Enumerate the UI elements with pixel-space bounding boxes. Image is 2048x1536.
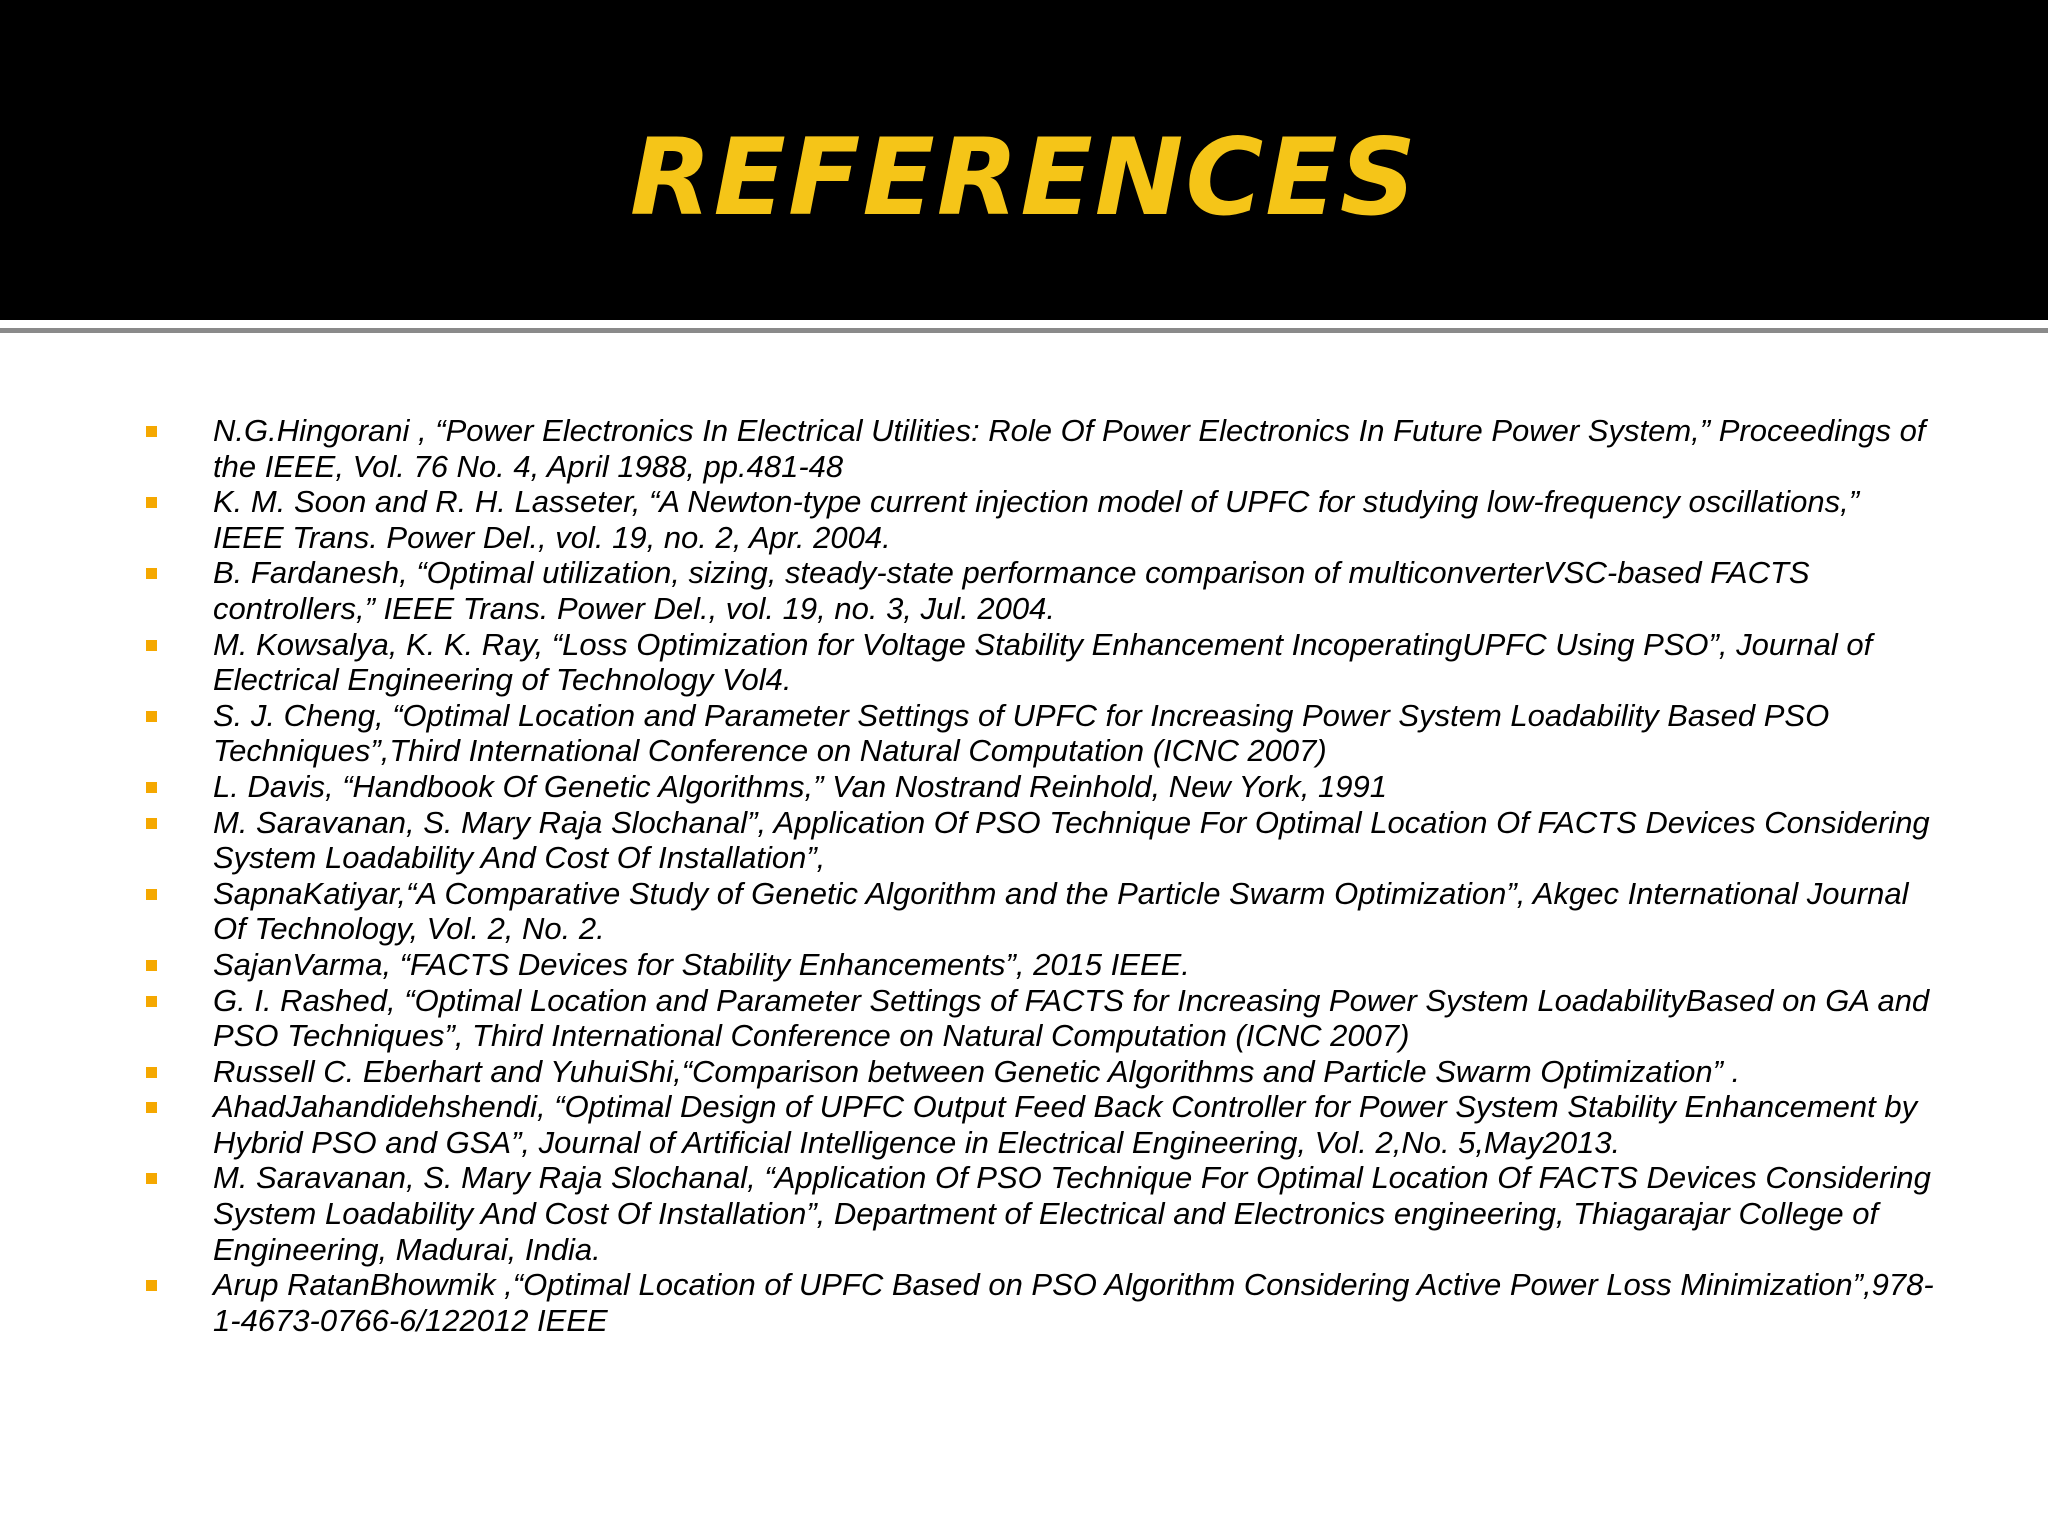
square-bullet-icon bbox=[146, 640, 157, 651]
reference-item bbox=[138, 1089, 1938, 1160]
square-bullet-icon bbox=[146, 568, 157, 579]
title-banner bbox=[0, 0, 2048, 320]
square-bullet-icon bbox=[146, 711, 157, 722]
reference-text: L. Davis, “Handbook Of Genetic Algorithms,” Van Nostrand Reinhold, New York, 1991 bbox=[213, 768, 1387, 804]
reference-item bbox=[138, 983, 1938, 1054]
square-bullet-icon bbox=[146, 782, 157, 793]
reference-text: K. M. Soon and R. H. Lasseter, “A Newton-type current injection model of UPFC for studying low-frequency oscillations,” IEEE Trans. Power Del., vol. 19, no. 2, Apr. 2004. bbox=[213, 484, 1860, 555]
reference-item bbox=[138, 627, 1938, 698]
reference-item bbox=[138, 413, 1938, 484]
square-bullet-icon bbox=[146, 818, 157, 829]
reference-item bbox=[138, 1267, 1938, 1338]
square-bullet-icon bbox=[146, 1280, 157, 1291]
reference-text: M. Saravanan, S. Mary Raja Slochanal, “Application Of PSO Technique For Optimal Location Of FACTS Devices Considering System Loadability And Cost Of Installation”, Department of Electrical and Electronics engineering, Thiagarajar College of Engineering, Madurai, India. bbox=[213, 1160, 1931, 1267]
reference-text: N.G.Hingorani , “Power Electronics In Electrical Utilities: Role Of Power Electronics In Future Power System,” Proceedings of the IEEE, Vol. 76 No. 4, April 1988, pp.481-48 bbox=[213, 413, 1926, 484]
reference-item bbox=[138, 698, 1938, 769]
reference-text: S. J. Cheng, “Optimal Location and Parameter Settings of UPFC for Increasing Power System Loadability Based PSO Techniques”,Third International Conference on Natural Computation (ICNC 2007) bbox=[213, 697, 1830, 769]
divider-shadow bbox=[0, 328, 2048, 333]
reference-text: M. Saravanan, S. Mary Raja Slochanal”, Application Of PSO Technique For Optimal Location Of FACTS Devices Considering System Loadability And Cost Of Installation”, bbox=[213, 804, 1930, 876]
reference-item bbox=[138, 484, 1938, 555]
square-bullet-icon bbox=[146, 1173, 157, 1184]
reference-item bbox=[138, 1160, 1938, 1267]
reference-text: AhadJahandidehshendi, “Optimal Design of UPFC Output Feed Back Controller for Power System Stability Enhancement by Hybrid PSO and GSA”, Journal of Artificial Intelligence in Electrical Engineering, Vol. 2,No. 5,May2013. bbox=[213, 1089, 1918, 1160]
square-bullet-icon bbox=[146, 889, 157, 900]
reference-text: G. I. Rashed, “Optimal Location and Parameter Settings of FACTS for Increasing Power System LoadabilityBased on GA and PSO Techniques”, Third International Conference on Natural Computation (ICNC 2007) bbox=[213, 982, 1930, 1054]
reference-item bbox=[138, 1054, 1938, 1090]
square-bullet-icon bbox=[146, 497, 157, 508]
square-bullet-icon bbox=[146, 996, 157, 1007]
divider-line bbox=[0, 320, 2048, 325]
reference-text: SapnaKatiyar,“A Comparative Study of Genetic Algorithm and the Particle Swarm Optimization”, Akgec International Journal Of Technology, Vol. 2, No. 2. bbox=[213, 875, 1909, 947]
reference-item bbox=[138, 947, 1938, 983]
reference-item bbox=[138, 805, 1938, 876]
slide-title: REFERENCES bbox=[629, 116, 1419, 239]
reference-text: Russell C. Eberhart and YuhuiShi,“Comparison between Genetic Algorithms and Particle Swarm Optimization” . bbox=[213, 1053, 1741, 1089]
square-bullet-icon bbox=[146, 1102, 157, 1113]
square-bullet-icon bbox=[146, 1067, 157, 1078]
reference-text: Arup RatanBhowmik ,“Optimal Location of UPFC Based on PSO Algorithm Considering Active Power Loss Minimization”,978-1-4673-0766-6/122012 IEEE bbox=[213, 1267, 1934, 1338]
reference-text: M. Kowsalya, K. K. Ray, “Loss Optimization for Voltage Stability Enhancement IncoperatingUPFC Using PSO”, Journal of Electrical Engineering of Technology Vol4. bbox=[213, 626, 1873, 698]
square-bullet-icon bbox=[146, 960, 157, 971]
reference-item bbox=[138, 555, 1938, 626]
square-bullet-icon bbox=[146, 426, 157, 437]
reference-item bbox=[138, 769, 1938, 805]
reference-text: B. Fardanesh, “Optimal utilization, sizing, steady-state performance comparison of multiconverterVSC-based FACTS controllers,” IEEE Trans. Power Del., vol. 19, no. 3, Jul. 2004. bbox=[213, 555, 1810, 626]
reference-text: SajanVarma, “FACTS Devices for Stability Enhancements”, 2015 IEEE. bbox=[213, 946, 1190, 982]
reference-list bbox=[138, 413, 1938, 1338]
reference-item bbox=[138, 876, 1938, 947]
